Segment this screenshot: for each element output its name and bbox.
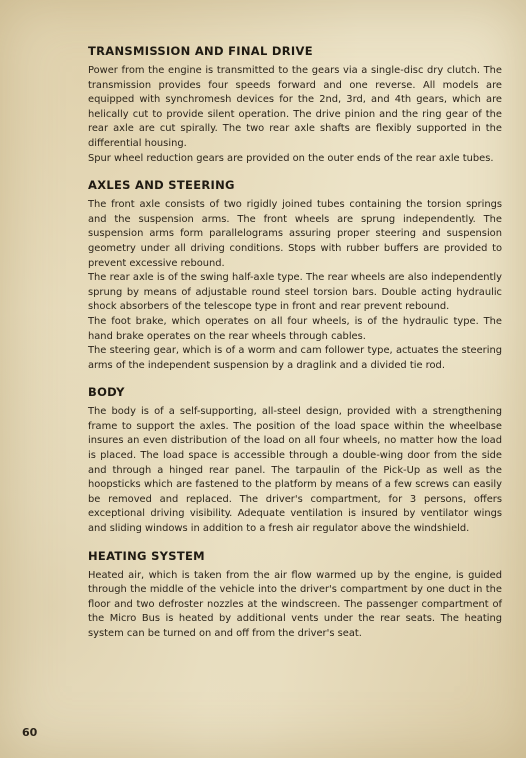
paragraph: Heated air, which is taken from the air flow warmed up by the engine, is guided through the middle of the vehicle into the driver's compartment by one duct in the floor and two defroster nozzles at the windscreen. The passenger compartment of the Micro Bus is heated by additional vents under the rear seats. The heating system can be turned on and off from the driver's seat.: [88, 569, 502, 639]
section-heading: HEATING SYSTEM: [88, 548, 205, 563]
paragraph: The rear axle is of the swing half-axle type. The rear wheels are also independently sprung by means of adjustable round steel torsion bars. Double acting hydraulic shock absorbers of the telescope type in front and rear prevent rebound.: [88, 272, 502, 313]
section-heading: BODY: [88, 385, 125, 400]
section-body: [88, 385, 502, 536]
section-transmission: [88, 44, 502, 166]
paragraph: The body is of a self-supporting, all-steel design, provided with a strengthening frame to support the axles. The position of the load space within the wheelbase insures an even distribution of the load on all four wheels, no matter how the load is placed. The load space is accessible through a double-wing door from the side and through a hinged rear panel. The tarpaulin of the Pick-Up as well as the hoopsticks which are fastened to the platform by means of a few screws can easily be removed and replaced. The driver's compartment, for 3 persons, offers exceptional driving visibility. Adequate ventilation is insured by ventilator wings and sliding windows in addition to a fresh air regulator above the windshield.: [88, 406, 502, 535]
page-number: 60: [22, 726, 38, 739]
section-axles-steering: [88, 178, 502, 373]
paragraph: The steering gear, which is of a worm and cam follower type, actuates the steering arms of the independent suspension by a draglink and a divided tie rod.: [88, 345, 502, 371]
page-content: [88, 44, 502, 654]
paragraph: The foot brake, which operates on all four wheels, is of the hydraulic type. The hand brake operates on the rear wheels through cables.: [88, 315, 502, 342]
paragraph: Power from the engine is transmitted to the gears via a single-disc dry clutch. The transmission provides four speeds forward and one reverse. All models are equipped with synchromesh devices for the 2nd, 3rd, and 4th gears, which are helically cut to provide silent operation. The drive pinion and the ring gear of the rear axle are cut spirally. The two rear axle shafts are flexibly supported in the differential housing.: [88, 65, 502, 149]
paragraph: The front axle consists of two rigidly joined tubes containing the torsion springs and the suspension arms. The front wheels are sprung independently. The suspension arms form parallelograms assuring proper steering and suspension geometry under all driving conditions. Stops with rubber buffers are provided to prevent excessive rebound.: [88, 199, 502, 269]
section-heating: [88, 549, 502, 642]
section-heading: TRANSMISSION AND FINAL DRIVE: [88, 44, 313, 58]
paragraph: Spur wheel reduction gears are provided on the outer ends of the rear axle tubes.: [88, 152, 494, 164]
section-heading: AXLES AND STEERING: [88, 178, 235, 193]
